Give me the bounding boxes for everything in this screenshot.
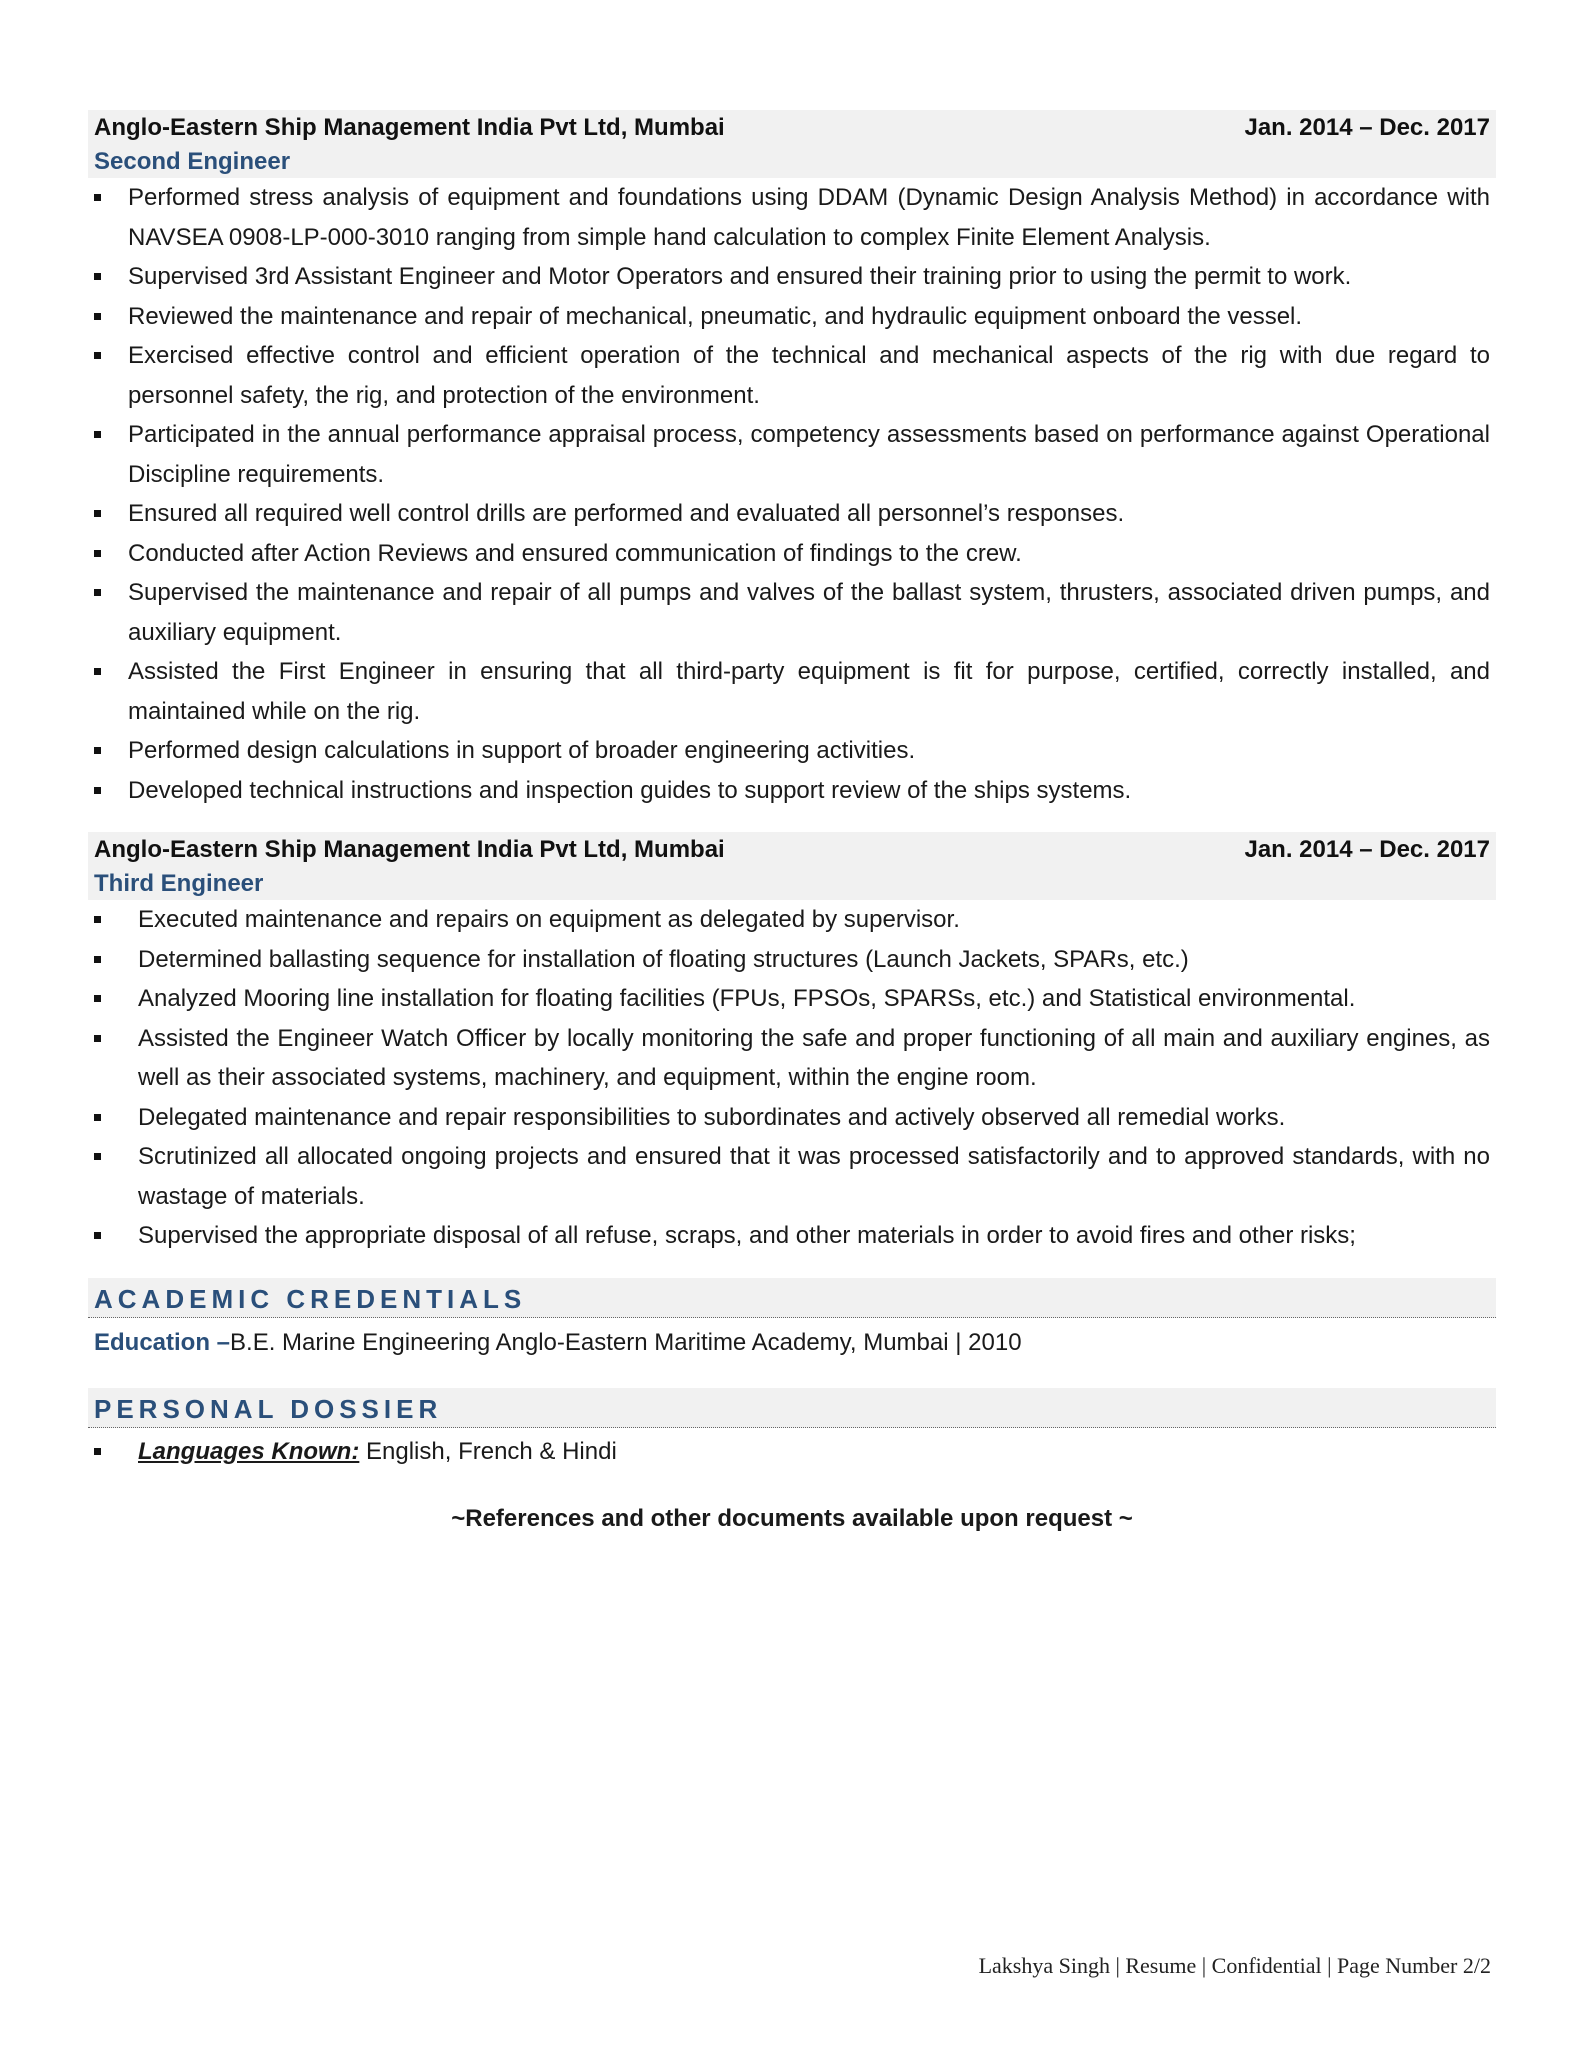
bullet-square-icon [94, 550, 101, 557]
bullet-square-icon [94, 510, 101, 517]
list-item [88, 979, 1496, 1019]
bullet-square-icon [94, 1232, 101, 1239]
list-item [88, 1216, 1496, 1256]
bullet-square-icon [94, 194, 101, 201]
list-item [88, 336, 1496, 415]
bullet-text: Assisted the First Engineer in ensuring that all third-party equipment is fit for purpose, certified, correctly installed, and maintained while on the rig. [128, 658, 1490, 725]
list-item [88, 771, 1496, 811]
bullet-text: Analyzed Mooring line installation for floating facilities (FPUs, FPSOs, SPARSs, etc.) and Statistical environmental. [138, 985, 1356, 1012]
bullet-square-icon [94, 916, 101, 923]
bullet-square-icon [94, 589, 101, 596]
list-item [88, 1098, 1496, 1138]
spacer [88, 810, 1496, 832]
academic-section [88, 1278, 1496, 1360]
section-heading-personal: PERSONAL DOSSIER [88, 1388, 1496, 1428]
references-note: ~References and other documents available upon request ~ [451, 1505, 1133, 1532]
bullet-square-icon [94, 787, 101, 794]
bullet-text: Executed maintenance and repairs on equipment as delegated by supervisor. [138, 906, 960, 933]
bullet-text: Supervised the appropriate disposal of all refuse, scraps, and other materials in order to avoid fires and other risks; [138, 1222, 1356, 1249]
bullet-text: Determined ballasting sequence for installation of floating structures (Launch Jackets, SPARs, etc.) [138, 945, 1189, 973]
list-item [88, 494, 1496, 534]
list-item [88, 573, 1496, 652]
job-header-row [94, 114, 1490, 142]
job-entry-third-engineer [88, 832, 1496, 1256]
bullet-text: Conducted after Action Reviews and ensured communication of findings to the crew. [128, 539, 1022, 567]
bullet-text: Participated in the annual performance appraisal process, competency assessments based on performance against Operational Discipline requirements. [128, 421, 1490, 488]
education-label: Education – [94, 1328, 231, 1356]
job-dates: Jan. 2014 – Dec. 2017 [1244, 114, 1490, 141]
bullet-text: Exercised effective control and efficient operation of the technical and mechanical aspects of the rig with due regard to personnel safety, the rig, and protection of the environment. [128, 342, 1490, 409]
list-item [88, 534, 1496, 574]
bullet-text: Reviewed the maintenance and repair of mechanical, pneumatic, and hydraulic equipment onboard the vessel. [128, 302, 1303, 330]
bullet-square-icon [94, 313, 101, 320]
job-responsibilities [88, 900, 1496, 1256]
job-header-row [94, 836, 1490, 864]
education-text: B.E. Marine Engineering Anglo-Eastern Maritime Academy, Mumbai | 2010 [230, 1328, 1022, 1356]
company-name: Anglo-Eastern Ship Management India Pvt Ltd, Mumbai [94, 836, 725, 863]
bullet-square-icon [94, 273, 101, 280]
bullet-text: Assisted the Engineer Watch Officer by locally monitoring the safe and proper functioning of all main and auxiliary engines, as well as their associated systems, machinery, and equipment, within the engine room. [138, 1024, 1490, 1091]
spacer [88, 1256, 1496, 1278]
list-item [88, 900, 1496, 940]
bullet-square-icon [94, 995, 101, 1002]
spacer [88, 1360, 1496, 1388]
section-heading-academic: ACADEMIC CREDENTIALS [88, 1278, 1496, 1318]
bullet-text: Supervised the maintenance and repair of all pumps and valves of the ballast system, thrusters, associated driven pumps, and auxiliary equipment. [128, 579, 1490, 646]
languages-value: English, French & Hindi [359, 1437, 617, 1465]
bullet-text: Supervised 3rd Assistant Engineer and Motor Operators and ensured their training prior to using the permit to work. [128, 263, 1352, 290]
resume-page [88, 110, 1496, 1533]
job-header [88, 832, 1496, 900]
education-entry [88, 1318, 1496, 1360]
bullet-square-icon [94, 1114, 101, 1121]
job-entry-second-engineer [88, 110, 1496, 810]
list-item [88, 940, 1496, 980]
bullet-text: Performed stress analysis of equipment and foundations using DDAM (Dynamic Design Analysis Method) in accordance with NAVSEA 0908-LP-000-3010 ranging from simple hand calculation to complex Finite Element Analysis. [128, 184, 1490, 251]
list-item [88, 1137, 1496, 1216]
bullet-text: Performed design calculations in support of broader engineering activities. [128, 737, 916, 764]
list-item [88, 1019, 1496, 1098]
job-header [88, 110, 1496, 178]
job-dates: Jan. 2014 – Dec. 2017 [1244, 836, 1490, 863]
bullet-text: Scrutinized all allocated ongoing projects and ensured that it was processed satisfactorily and to approved standards, with no wastage of materials. [138, 1143, 1490, 1210]
job-role: Second Engineer [94, 148, 291, 175]
bullet-text: Developed technical instructions and inspection guides to support review of the ships systems. [128, 776, 1132, 804]
bullet-square-icon [94, 668, 101, 675]
list-item [88, 257, 1496, 297]
job-role: Third Engineer [94, 870, 264, 897]
job-responsibilities [88, 178, 1496, 810]
list-item [88, 731, 1496, 771]
languages-label: Languages Known: [138, 1437, 360, 1465]
personal-section [88, 1388, 1496, 1472]
bullet-square-icon [94, 431, 101, 438]
bullet-square-icon [94, 352, 101, 359]
list-item [88, 297, 1496, 337]
bullet-square-icon [94, 1153, 101, 1160]
list-item [88, 652, 1496, 731]
bullet-square-icon [94, 956, 101, 963]
list-item [88, 1432, 1496, 1472]
page-footer: Lakshya Singh | Resume | Confidential | Page Number 2/2 [978, 1953, 1491, 1978]
bullet-square-icon [94, 1035, 101, 1042]
bullet-text: Delegated maintenance and repair responsibilities to subordinates and actively observed all remedial works. [138, 1103, 1286, 1131]
personal-list [88, 1432, 1496, 1472]
bullet-square-icon [94, 747, 101, 754]
company-name: Anglo-Eastern Ship Management India Pvt Ltd, Mumbai [94, 114, 725, 141]
list-item [88, 178, 1496, 257]
bullet-text: Ensured all required well control drills are performed and evaluated all personnel’s responses. [128, 500, 1125, 527]
list-item [88, 415, 1496, 494]
bullet-square-icon [94, 1448, 101, 1455]
